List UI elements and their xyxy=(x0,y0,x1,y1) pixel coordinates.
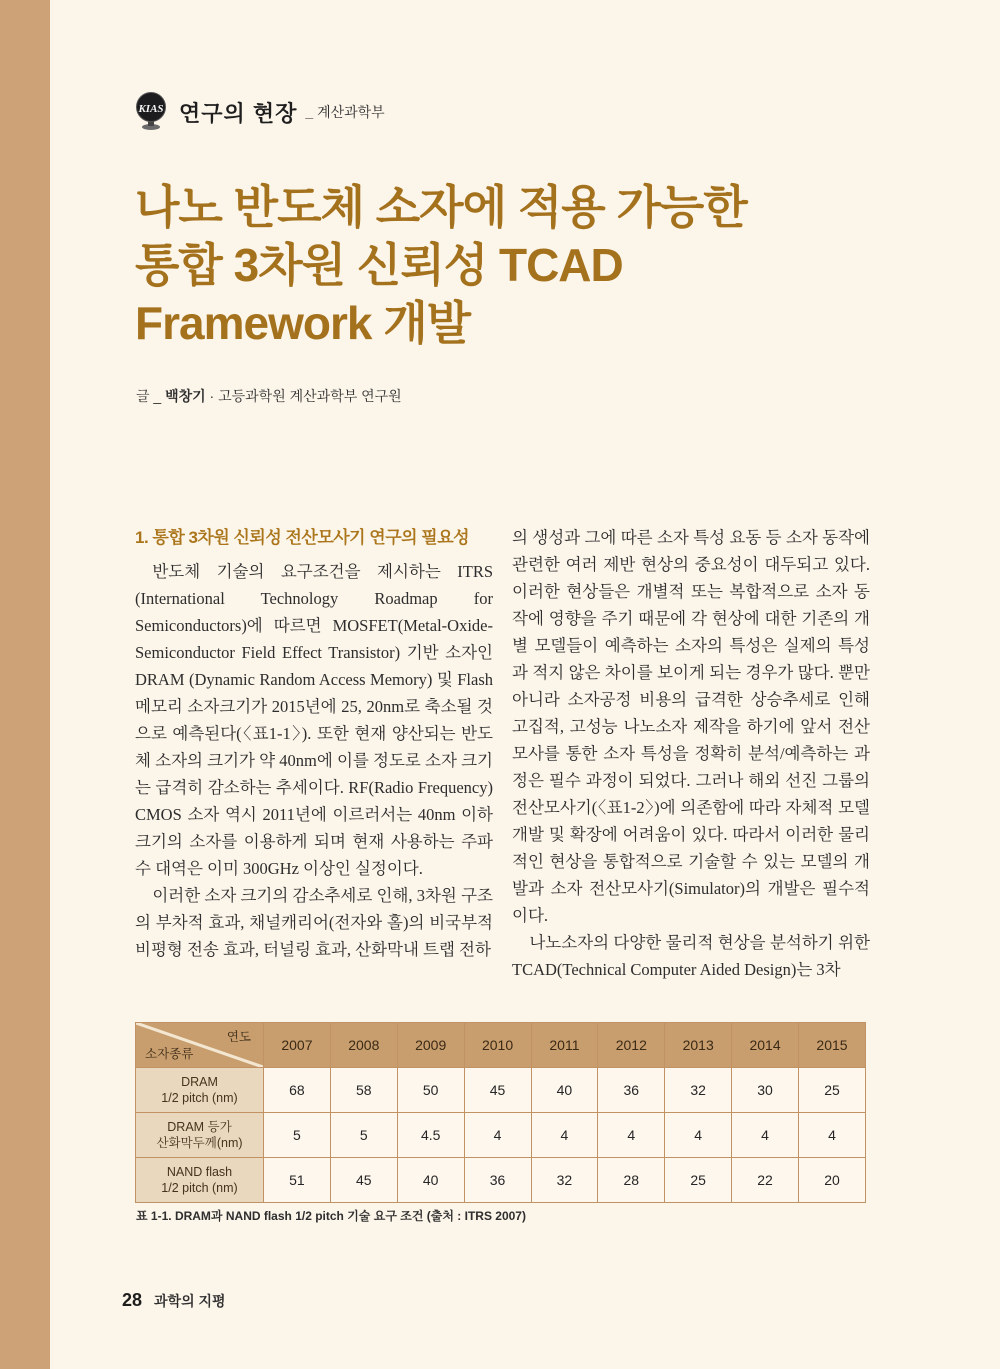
section-heading: 1. 통합 3차원 신뢰성 전산모사기 연구의 필요성 xyxy=(135,528,470,547)
year-header: 2015 xyxy=(799,1023,866,1068)
row-label: DRAM 1/2 pitch (nm) xyxy=(136,1068,264,1113)
table-cell: 36 xyxy=(464,1158,531,1203)
footer xyxy=(122,1290,226,1311)
table-cell: 5 xyxy=(330,1113,397,1158)
table-cell: 45 xyxy=(464,1068,531,1113)
byline-affiliation: · 고등과학원 계산과학부 연구원 xyxy=(205,388,402,404)
section-sub xyxy=(305,102,384,122)
row-label: DRAM 등가 산화막두께(nm) xyxy=(136,1113,264,1158)
table-row-dram-eot xyxy=(136,1113,866,1158)
article-title xyxy=(135,178,895,352)
table-row-nand-pitch xyxy=(136,1158,866,1203)
table-cell: 25 xyxy=(799,1068,866,1113)
table-cell: 22 xyxy=(732,1158,799,1203)
table-cell: 4 xyxy=(464,1113,531,1158)
year-header: 2010 xyxy=(464,1023,531,1068)
year-header: 2007 xyxy=(264,1023,331,1068)
table-cell: 28 xyxy=(598,1158,665,1203)
table-cell: 4 xyxy=(799,1113,866,1158)
table-cell: 4 xyxy=(531,1113,598,1158)
table-cell: 58 xyxy=(330,1068,397,1113)
page-number: 28 xyxy=(122,1290,143,1310)
article-title-line2: 통합 3차원 신뢰성 TCAD xyxy=(135,239,623,291)
corner-label-year: 연도 xyxy=(226,1030,251,1044)
table-cell: 50 xyxy=(397,1068,464,1113)
table-cell: 40 xyxy=(531,1068,598,1113)
article-title-line1: 나노 반도체 소자에 적용 가능한 xyxy=(135,181,747,233)
page-edge-strip xyxy=(0,0,50,1369)
table-cell: 4 xyxy=(665,1113,732,1158)
year-header: 2009 xyxy=(397,1023,464,1068)
byline-author: 백창기 xyxy=(165,388,206,404)
itrs-requirements-table xyxy=(135,1022,866,1203)
svg-text:KIAS: KIAS xyxy=(138,103,164,115)
year-header: 2013 xyxy=(665,1023,732,1068)
year-header: 2014 xyxy=(732,1023,799,1068)
table-cell: 51 xyxy=(264,1158,331,1203)
table-cell: 20 xyxy=(799,1158,866,1203)
paragraph: 반도체 기술의 요구조건을 제시하는 ITRS (International Technology Roadmap for Semiconductors)에 따르면 MOSFET(Metal-Oxide-Semiconductor Field Effect Transistor) 기반 소자인 DRAM (Dynamic Random Access Memory) 및 Flash 메모리 소자크기가 2015년에 25, 20nm로 축소될 것으로 예측된다(〈표1-1〉). 또한 현재 양산되는 반도체 소자의 크기가 약 40nm에 이를 정도로 소자 크기는 급격히 감소하는 추세이다. RF(Radio Frequency) CMOS 소자 역시 2011년에 이르러서는 40nm 이하 크기의 소자를 이용하게 되며 현재 사용하는 주파수 대역은 이미 300GHz 이상인 실정이다. xyxy=(135,562,493,878)
table-corner-cell xyxy=(136,1023,264,1068)
section-sub-prefix: _ xyxy=(305,104,314,120)
table-cell: 36 xyxy=(598,1068,665,1113)
byline xyxy=(136,386,402,406)
table-cell: 4 xyxy=(732,1113,799,1158)
table-header-row xyxy=(136,1023,866,1068)
section-label: 연구의 현장 xyxy=(179,100,298,126)
body-column-right xyxy=(512,524,870,983)
table-cell: 5 xyxy=(264,1113,331,1158)
table-row-dram-pitch xyxy=(136,1068,866,1113)
corner-label-device: 소자종류 xyxy=(145,1047,194,1061)
table-cell: 4.5 xyxy=(397,1113,464,1158)
table-cell: 30 xyxy=(732,1068,799,1113)
table-cell: 68 xyxy=(264,1068,331,1113)
article-title-line3: Framework 개발 xyxy=(135,297,471,349)
table-cell: 32 xyxy=(531,1158,598,1203)
table-cell: 25 xyxy=(665,1158,732,1203)
kias-logo-icon xyxy=(133,92,169,132)
body-column-left xyxy=(135,524,493,963)
paragraph: 나노소자의 다양한 물리적 현상을 분석하기 위한 TCAD(Technical Computer Aided Design)는 3차 xyxy=(512,933,870,979)
table-cell: 4 xyxy=(598,1113,665,1158)
paragraph: 의 생성과 그에 따른 소자 특성 요동 등 소자 동작에 관련한 여러 제반 현상의 중요성이 대두되고 있다. 이러한 현상들은 개별적 또는 복합적으로 소자 동작에 영향을 주기 때문에 각 현상에 대한 기존의 개별 모델들이 예측하는 소자의 특성은 실제의 특성과 적지 않은 차이를 보이게 되는 경우가 많다. 뿐만 아니라 소자공정 비용의 급격한 상승추세로 인해 고집적, 고성능 나노소자 제작을 하기에 앞서 전산모사를 통한 소자 특성을 정확히 분석/예측하는 과정은 필수 과정이 되었다. 그러나 해외 선진 그룹의 전산모사기(〈표1-2〉)에 의존함에 따라 자체적 모델 개발 및 확장에 어려움이 있다. 따라서 이러한 물리적인 현상을 통합적으로 기술할 수 있는 모델의 개발과 소자 전산모사기(Simulator)의 개발은 필수적이다. xyxy=(512,528,870,925)
row-label: NAND flash 1/2 pitch (nm) xyxy=(136,1158,264,1203)
header xyxy=(133,92,385,132)
section-sub-dept: 계산과학부 xyxy=(317,104,385,120)
byline-prefix: 글 _ xyxy=(136,388,166,404)
year-header: 2008 xyxy=(330,1023,397,1068)
table-caption: 표 1-1. DRAM과 NAND flash 1/2 pitch 기술 요구 조건 (출처 : ITRS 2007) xyxy=(136,1209,526,1223)
table-cell: 45 xyxy=(330,1158,397,1203)
year-header: 2012 xyxy=(598,1023,665,1068)
year-header: 2011 xyxy=(531,1023,598,1068)
magazine-title: 과학의 지평 xyxy=(154,1293,226,1309)
table-cell: 32 xyxy=(665,1068,732,1113)
table-cell: 40 xyxy=(397,1158,464,1203)
paragraph: 이러한 소자 크기의 감소추세로 인해, 3차원 구조의 부차적 효과, 채널캐리어(전자와 홀)의 비국부적 비평형 전송 효과, 터널링 효과, 산화막내 트랩 전하 xyxy=(135,886,493,959)
